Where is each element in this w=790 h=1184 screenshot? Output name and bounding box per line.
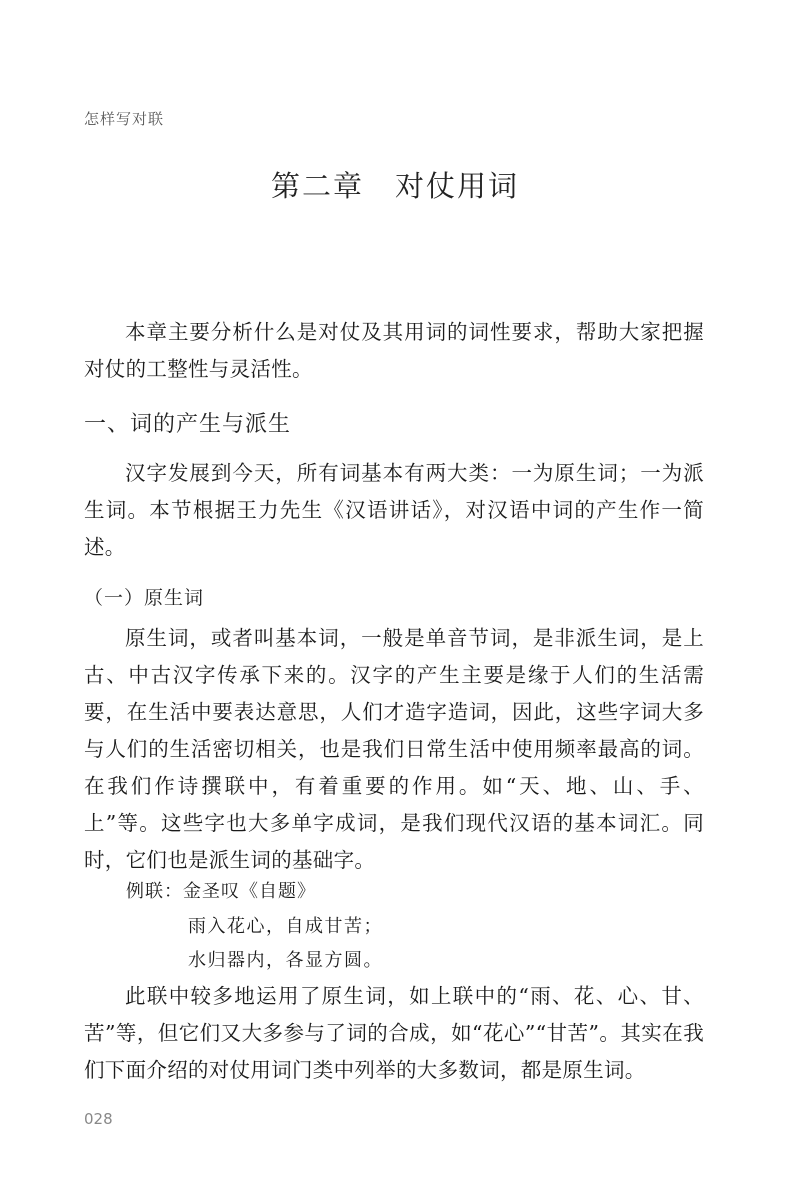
chapter-title: 第二章 对仗用词 bbox=[270, 169, 519, 203]
page-number: 028 bbox=[84, 1110, 113, 1128]
couplet-second-line: 水归器内，各显方圆。 bbox=[188, 950, 383, 971]
couplet-first-line: 雨入花心，自成甘苦； bbox=[188, 916, 383, 937]
example-couplet-label: 例联：金圣叹《自题》 bbox=[126, 881, 316, 902]
subsection-heading-primitive-words: （一）原生词 bbox=[84, 587, 205, 609]
intro-paragraph: 本章主要分析什么是对仗及其用词的词性要求，帮助大家把握对仗的工整性与灵活性。 bbox=[84, 320, 704, 381]
section-heading-word-origin: 一、词的产生与派生 bbox=[84, 412, 292, 437]
subsection-1-paragraph: 原生词，或者叫基本词，一般是单音节词，是非派生词，是上古、中古汉字传承下来的。汉字的产生主要是缘于人们的生活需要，在生活中要表达意思，人们才造字造词，因此，这些字词大多与人们的生活密切相关，也是我们日常生活中使用频率最高的词。在我们作诗撰联中，有着重要的作用。如“天、地、山、手、上”等。这些字也大多单字成词，是我们现代汉语的基本词汇。同时，它们也是派生词的基础字。 bbox=[84, 626, 704, 872]
section-1-paragraph: 汉字发展到今天，所有词基本有两大类：一为原生词；一为派生词。本节根据王力先生《汉语讲话》，对汉语中词的产生作一简述。 bbox=[84, 461, 704, 559]
closing-paragraph: 此联中较多地运用了原生词，如上联中的“雨、花、心、甘、苦”等，但它们又大多参与了词的合成，如“花心”“甘苦”。其实在我们下面介绍的对仗用词门类中列举的大多数词，都是原生词。 bbox=[84, 984, 704, 1082]
running-head: 怎样写对联 bbox=[84, 110, 165, 128]
